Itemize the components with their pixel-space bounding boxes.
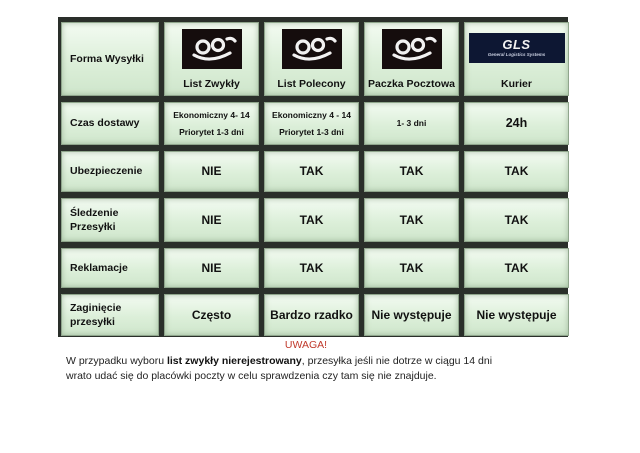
row-label-ubezpieczenie (61, 151, 159, 192)
cell-value: NIE (201, 260, 222, 275)
warning-note (66, 338, 586, 385)
pocztex-logo-icon (182, 29, 242, 69)
cell-value: TAK (504, 164, 529, 179)
table-cell (264, 102, 359, 145)
header-label: Forma Wysyłki (70, 52, 144, 65)
cell-value: TAK (399, 260, 424, 275)
row-label: Zaginięcie przesyłki (70, 301, 122, 328)
warning-text: W przypadku wyboru (66, 355, 167, 368)
column-header-list-polecony (264, 22, 359, 96)
gls-logo-text: GLS (502, 37, 531, 53)
table-cell (264, 294, 359, 336)
table-cell (164, 102, 259, 145)
warning-text: , przesyłka jeśli nie dotrze w ciągu 14 dni (301, 355, 493, 368)
table-cell (364, 198, 459, 242)
table-cell (464, 248, 569, 288)
row-label-zaginiecie (61, 294, 159, 336)
column-header-paczka (364, 22, 459, 96)
table-cell (364, 248, 459, 288)
table-cell (164, 198, 259, 242)
table-cell (164, 151, 259, 192)
warning-emphasis: list zwykły nierejestrowany (166, 355, 302, 368)
row-label: Ubezpieczenie (70, 165, 143, 178)
cell-value: Ekonomiczny 4- 14 Priorytet 1-3 dni (173, 110, 250, 137)
row-label-sledzenie (61, 198, 159, 242)
table-cell (464, 102, 569, 145)
column-label: List Zwykły (183, 78, 240, 90)
table-cell (164, 248, 259, 288)
pocztex-logo-icon (382, 29, 442, 69)
table-cell (264, 198, 359, 242)
warning-line-2: wrato udać się do placówki poczty w celu sprawdzenia czy tam się nie znajduje. (66, 370, 437, 383)
cell-value: TAK (399, 164, 424, 179)
column-label: List Polecony (277, 78, 346, 90)
cell-value: TAK (504, 212, 529, 227)
cell-value: Bardzo rzadko (270, 307, 353, 322)
shipping-comparison-table (58, 17, 568, 337)
row-label-reklamacje (61, 248, 159, 288)
cell-value: Ekonomiczny 4 - 14 Priorytet 1-3 dni (272, 110, 351, 137)
cell-value: 1- 3 dni (396, 118, 427, 129)
cell-value: Często (191, 307, 232, 322)
cell-value: TAK (299, 212, 324, 227)
column-label: Paczka Pocztowa (368, 78, 455, 90)
column-label: Kurier (501, 78, 532, 90)
cell-value: TAK (399, 212, 424, 227)
cell-value: Nie występuje (371, 307, 452, 322)
row-label: Czas dostawy (70, 117, 140, 130)
table-cell (464, 294, 569, 336)
gls-logo-subtext: General Logistics Systems (487, 52, 546, 58)
cell-value: Nie występuje (476, 307, 557, 322)
table-cell (164, 294, 259, 336)
cell-value: TAK (504, 260, 529, 275)
cell-value: NIE (201, 212, 222, 227)
row-label: Śledzenie Przesyłki (70, 206, 119, 233)
table-cell (364, 151, 459, 192)
table-cell (264, 151, 359, 192)
row-label-czas-dostawy (61, 102, 159, 145)
column-header-kurier (464, 22, 569, 96)
row-label: Reklamacje (70, 261, 128, 274)
pocztex-logo-icon (282, 29, 342, 69)
table-cell (364, 294, 459, 336)
header-label-cell (61, 22, 159, 96)
warning-line-1 (66, 354, 586, 369)
cell-value: TAK (299, 164, 324, 179)
cell-value: TAK (299, 260, 324, 275)
column-header-list-zwykly (164, 22, 259, 96)
table-cell (464, 151, 569, 192)
table-cell (364, 102, 459, 145)
table-cell (264, 248, 359, 288)
table-cell (464, 198, 569, 242)
warning-title: UWAGA! (284, 339, 328, 351)
cell-value: NIE (201, 164, 222, 179)
gls-logo-icon (469, 33, 565, 63)
cell-value: 24h (505, 116, 528, 131)
